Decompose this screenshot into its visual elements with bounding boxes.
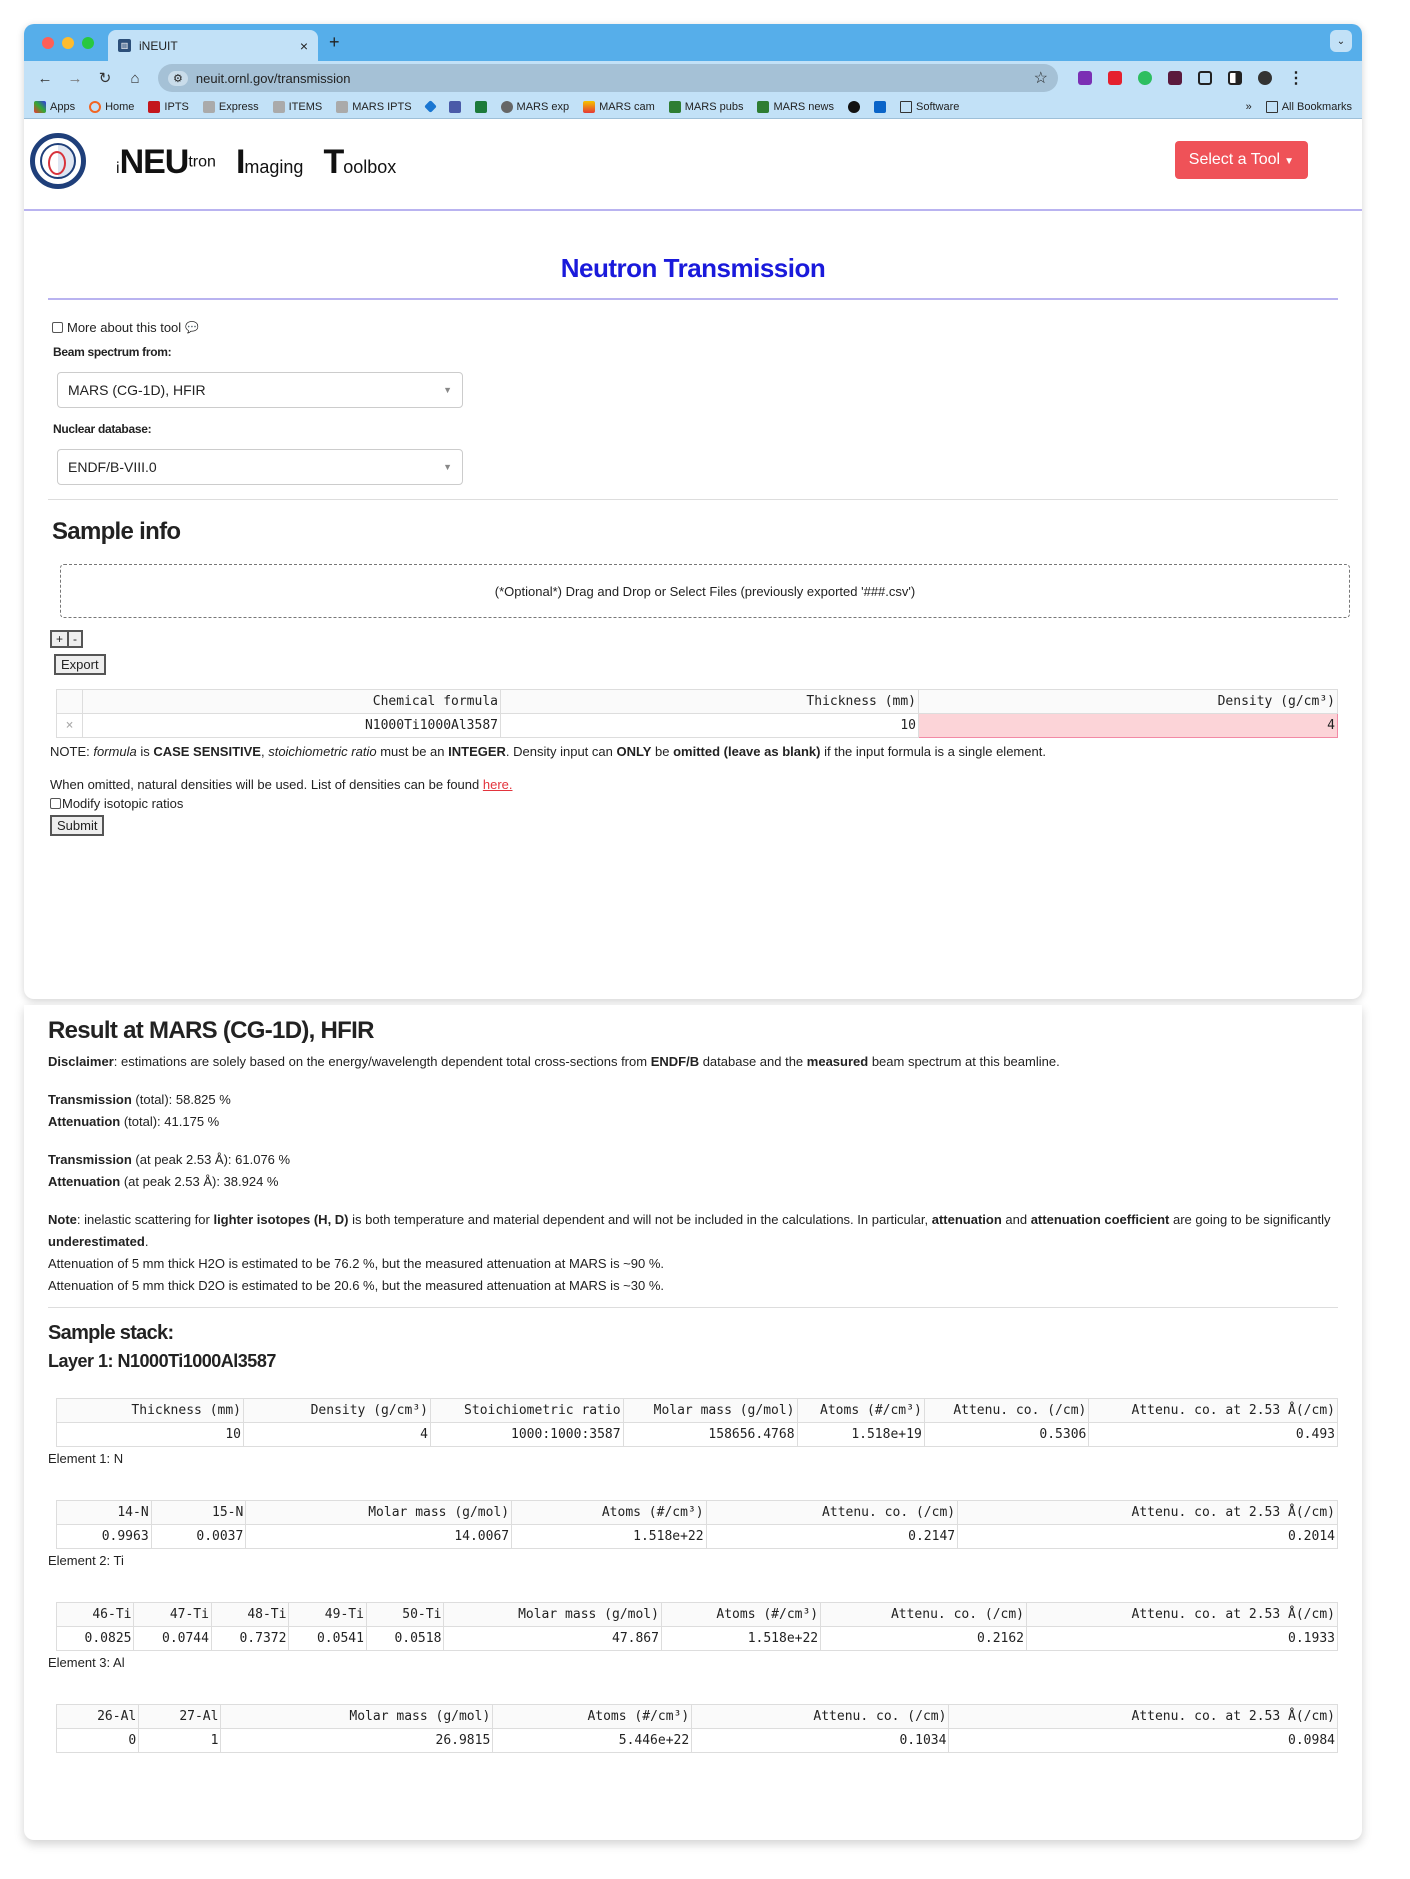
table-header-row (57, 1705, 1338, 1729)
table-cell: 0.0037 (151, 1525, 246, 1549)
metric-value: (total): 41.175 % (120, 1114, 220, 1129)
tab-close-icon[interactable]: × (299, 37, 308, 54)
element-tables (48, 1451, 1338, 1753)
more-bookmarks-button[interactable]: » (1245, 100, 1252, 113)
column-header: Molar mass (g/mol) (221, 1705, 493, 1729)
items-bookmark-icon (273, 101, 285, 113)
column-header: Attenu. co. at 2.53 Å(/cm) (1089, 1399, 1338, 1423)
caret-down-icon: ▼ (1284, 156, 1294, 167)
beam-spectrum-label: Beam spectrum from: (53, 345, 172, 359)
table-row (57, 1423, 1338, 1447)
more-about-label: More about this tool (67, 320, 182, 335)
sample-info-heading: Sample info (52, 518, 181, 545)
github-icon (848, 101, 860, 113)
note-text: omitted (leave as blank) (673, 744, 821, 759)
on-bookmark-icon (475, 101, 487, 113)
maximize-window-button[interactable] (82, 37, 94, 49)
inelastic-note (48, 1209, 1338, 1253)
column-header: 50-Ti (366, 1603, 443, 1627)
column-header: 46-Ti (57, 1603, 134, 1627)
note-part: attenuation (931, 1212, 1002, 1227)
note-text: INTEGER (448, 744, 506, 759)
column-header: 47-Ti (134, 1603, 211, 1627)
window-controls (42, 37, 94, 49)
table-cell: 0.2147 (706, 1525, 958, 1549)
column-header: Molar mass (g/mol) (246, 1501, 512, 1525)
extensions-puzzle-icon[interactable] (1198, 71, 1212, 85)
note-text: must be an (376, 744, 449, 759)
table-cell: 0.2014 (958, 1525, 1338, 1549)
bookmark-ipts[interactable] (148, 101, 188, 113)
layer-heading: Layer 1: N1000Ti1000Al3587 (48, 1351, 276, 1371)
bookmark-github[interactable] (848, 101, 860, 113)
table-cell: 0.2162 (821, 1627, 1027, 1651)
apps-grid-icon (34, 101, 46, 113)
address-bar[interactable] (158, 64, 1058, 92)
folder-icon (900, 101, 912, 113)
forward-icon[interactable]: → (67, 69, 83, 87)
browser-window (24, 24, 1362, 999)
disclaimer-part: beam spectrum at this beamline. (868, 1054, 1060, 1069)
home-icon[interactable]: ⌂ (130, 69, 140, 87)
density-note (50, 777, 1338, 792)
bookmark-label: MARS exp (516, 100, 570, 113)
bookmark-label: MARS news (773, 100, 834, 113)
column-header: Attenu. co. (/cm) (692, 1705, 949, 1729)
bookmarks-bar (24, 95, 1362, 119)
column-header: 14-N (57, 1501, 152, 1525)
mars-cam-bookmark-icon (583, 101, 595, 113)
table-cell: 1.518e+22 (661, 1627, 820, 1651)
note-part: underestimated (48, 1234, 145, 1249)
note-text: is (136, 744, 154, 759)
bookmark-express[interactable] (203, 101, 259, 113)
table-cell: 10 (57, 1423, 244, 1447)
note-text: ONLY (616, 744, 652, 759)
disclaimer-part: Disclaimer (48, 1054, 114, 1069)
ipts-bookmark-icon (148, 101, 160, 113)
bookmark-el[interactable] (449, 101, 461, 113)
column-header: Attenu. co. (/cm) (924, 1399, 1089, 1423)
site-brand[interactable] (116, 143, 396, 182)
bookmark-label: Apps (50, 100, 76, 113)
column-header: Attenu. co. at 2.53 Å(/cm) (949, 1705, 1338, 1729)
beam-spectrum-select[interactable] (57, 372, 463, 408)
column-header: 15-N (151, 1501, 246, 1525)
close-window-button[interactable] (42, 37, 54, 49)
tab-search-chevron-icon[interactable]: ⌄ (1330, 30, 1352, 52)
brand-maging: maging (244, 157, 304, 177)
more-about-checkbox[interactable] (52, 322, 63, 333)
layer-table (56, 1398, 1338, 1447)
page-title: Neutron Transmission (560, 253, 826, 283)
profile-avatar[interactable] (1258, 71, 1272, 85)
column-header: Molar mass (g/mol) (444, 1603, 662, 1627)
formula-note (50, 744, 1338, 759)
element-table (56, 1602, 1338, 1651)
select-tool-dropdown[interactable] (1175, 141, 1308, 179)
sample-table (56, 689, 1338, 738)
column-header: Atoms (#/cm³) (797, 1399, 924, 1423)
table-cell: 158656.4768 (623, 1423, 797, 1447)
table-cell: 1.518e+19 (797, 1423, 924, 1447)
column-header[interactable]: Chemical formula (83, 690, 501, 714)
file-dropzone[interactable] (60, 564, 1350, 618)
element-label: Element 3: Al (48, 1655, 125, 1670)
column-header[interactable]: Density (g/cm³) (919, 690, 1338, 714)
column-header: Atoms (#/cm³) (493, 1705, 692, 1729)
disclaimer-part: database and the (699, 1054, 807, 1069)
table-row (57, 1627, 1338, 1651)
column-header: Thickness (mm) (57, 1399, 244, 1423)
mars-pubs-bookmark-icon (669, 101, 681, 113)
density-cell[interactable]: 4 (919, 714, 1338, 738)
note-text: formula (93, 744, 137, 759)
tab-bar (24, 24, 1362, 61)
modify-isotopic-checkbox[interactable] (50, 798, 61, 809)
row-controls (50, 630, 1338, 648)
note-text: NOTE: (50, 744, 94, 759)
select-tool-label: Select a Tool (1188, 151, 1281, 168)
note-text: CASE SENSITIVE (153, 744, 261, 759)
bookmark-label: MARS cam (599, 100, 655, 113)
all-bookmarks-button[interactable] (1266, 101, 1352, 113)
table-cell: 0.7372 (211, 1627, 288, 1651)
column-header: Attenu. co. at 2.53 Å(/cm) (1027, 1603, 1338, 1627)
nuclear-database-select[interactable] (57, 449, 463, 485)
table-cell: 0.1933 (1027, 1627, 1338, 1651)
table-cell: 1.518e+22 (512, 1525, 706, 1549)
bookmark-mars-ipts[interactable] (336, 101, 411, 113)
speech-bubble-icon: 💬 (185, 322, 199, 334)
note-part: lighter isotopes (H, D) (213, 1212, 349, 1227)
column-header[interactable]: Thickness (mm) (501, 690, 919, 714)
bookmark-software[interactable] (900, 101, 959, 113)
brand-oolbox: oolbox (343, 157, 397, 177)
bookmark-star-icon[interactable]: ☆ (1033, 70, 1048, 87)
bookmark-label: ITEMS (288, 100, 323, 113)
table-header-row (57, 690, 1338, 714)
note-part: Note (48, 1212, 77, 1227)
nuclear-database-value: ENDF/B-VIII.0 (68, 459, 157, 475)
note-text: if the input formula is a single element. (820, 744, 1046, 759)
column-header: Attenu. co. (/cm) (706, 1501, 958, 1525)
table-cell: 0.5306 (924, 1423, 1089, 1447)
table-header-row (57, 1603, 1338, 1627)
metric-label: Transmission (48, 1092, 132, 1107)
note-part: is both temperature and material dependent and will not be included in the calculations. In particular, (348, 1212, 932, 1227)
bookmark-diamond[interactable] (426, 102, 435, 111)
site-favicon-icon: ▥ (118, 39, 131, 52)
diamond-bookmark-icon (424, 100, 437, 113)
bookmark-mars-exp[interactable] (501, 101, 570, 113)
column-header: Attenu. co. at 2.53 Å(/cm) (958, 1501, 1338, 1525)
table-cell: 1000:1000:3587 (431, 1423, 624, 1447)
evernote-extension-icon[interactable] (1138, 71, 1152, 85)
sample-stack-heading: Sample stack: (48, 1322, 174, 1344)
table-cell: 47.867 (444, 1627, 662, 1651)
table-row (57, 1525, 1338, 1549)
element-label: Element 2: Ti (48, 1553, 124, 1568)
onenote-extension-icon[interactable] (1078, 71, 1092, 85)
url-text: neuit.ornl.gov/transmission (195, 70, 351, 86)
bookmark-mars-pubs[interactable] (669, 101, 744, 113)
dropdown-arrow-icon: ▼ (443, 385, 452, 395)
brand-I: I (235, 143, 245, 181)
attenuation-peak (48, 1171, 1338, 1193)
new-tab-button[interactable]: + (329, 32, 340, 52)
results-divider (48, 1307, 1338, 1308)
bookmark-mars-news[interactable] (757, 101, 834, 113)
browser-menu-icon[interactable]: ⋮ (1288, 70, 1304, 87)
note-part: and (1001, 1212, 1031, 1227)
delete-column-header (57, 690, 83, 714)
disclaimer-part: : estimations are solely based on the energy/wavelength dependent total cross-sections from (113, 1054, 651, 1069)
add-row-button[interactable]: + (50, 630, 69, 648)
note-part: : inelastic scattering for (76, 1212, 214, 1227)
column-header: Stoichiometric ratio (431, 1399, 624, 1423)
note-part: are going to be significantly (1169, 1212, 1331, 1227)
tab-title: iNEUIT (139, 38, 178, 53)
minimize-window-button[interactable] (62, 37, 74, 49)
bookmark-label: Home (105, 100, 135, 113)
density-note-text: When omitted, natural densities will be used. List of densities can be found (50, 777, 483, 792)
mendeley-extension-icon[interactable] (1108, 71, 1122, 85)
more-about-toggle[interactable] (52, 320, 1338, 335)
disclaimer-text (48, 1051, 1338, 1073)
side-panel-icon[interactable] (1228, 71, 1242, 85)
beam-spectrum-value: MARS (CG-1D), HFIR (68, 382, 206, 398)
element-table (56, 1704, 1338, 1753)
table-cell: 0.0518 (366, 1627, 443, 1651)
table-cell: 0 (57, 1729, 139, 1753)
metric-value: (at peak 2.53 Å): 38.924 % (120, 1174, 279, 1189)
metric-label: Attenuation (48, 1174, 121, 1189)
note-text: be (651, 744, 674, 759)
metric-value: (total): 58.825 % (131, 1092, 231, 1107)
table-cell: 0.0744 (134, 1627, 211, 1651)
express-bookmark-icon (203, 101, 215, 113)
bookmark-label: Express (218, 100, 259, 113)
element-label: Element 1: N (48, 1451, 124, 1466)
brand-i: i (116, 160, 120, 177)
table-cell: 0.9963 (57, 1525, 152, 1549)
column-header: 27-Al (139, 1705, 221, 1729)
metric-label: Attenuation (48, 1114, 121, 1129)
bookmark-label: MARS pubs (684, 100, 744, 113)
table-row (57, 1729, 1338, 1753)
disclaimer-part: measured (806, 1054, 869, 1069)
remove-row-button[interactable]: - (69, 630, 83, 648)
neutron-imaging-logo[interactable] (30, 133, 86, 189)
bookmark-label: IPTS (164, 100, 189, 113)
all-bookmarks-label: All Bookmarks (1281, 100, 1352, 113)
site-navbar (24, 119, 1362, 211)
metric-label: Transmission (48, 1152, 132, 1167)
formula-cell[interactable]: N1000Ti1000Al3587 (83, 714, 501, 738)
modify-isotopic-toggle[interactable] (50, 796, 1338, 811)
column-header: Atoms (#/cm³) (512, 1501, 706, 1525)
h2o-note: Attenuation of 5 mm thick H2O is estimated to be 76.2 %, but the measured attenuation at MARS is ~90 %. (48, 1256, 665, 1271)
bookmark-on[interactable] (475, 101, 487, 113)
thickness-cell[interactable]: 10 (501, 714, 919, 738)
column-header: Density (g/cm³) (244, 1399, 431, 1423)
title-divider (48, 298, 1338, 300)
table-cell: 0.1034 (692, 1729, 949, 1753)
disclaimer-part: ENDF/B (650, 1054, 700, 1069)
folder-icon (1266, 101, 1278, 113)
table-cell: 1 (139, 1729, 221, 1753)
export-button[interactable]: Export (54, 654, 106, 675)
mars-exp-bookmark-icon (501, 101, 513, 113)
browser-tab[interactable] (108, 30, 318, 61)
table-cell: 0.0984 (949, 1729, 1338, 1753)
table-header-row (57, 1501, 1338, 1525)
section-divider (48, 499, 1338, 500)
element-table (56, 1500, 1338, 1549)
bookmark-apps[interactable] (34, 101, 75, 113)
column-header: 26-Al (57, 1705, 139, 1729)
password-extension-icon[interactable] (1168, 71, 1182, 85)
note-part: attenuation coefficient (1030, 1212, 1170, 1227)
el-bookmark-icon (449, 101, 461, 113)
note-part: . (144, 1234, 149, 1249)
delete-row-icon[interactable]: × (57, 714, 83, 738)
table-cell: 4 (244, 1423, 431, 1447)
bookmark-label: MARS IPTS (352, 100, 412, 113)
metric-value: (at peak 2.53 Å): 61.076 % (131, 1152, 291, 1167)
note-text: stoichiometric ratio (268, 744, 377, 759)
reload-icon[interactable]: ↻ (98, 70, 112, 87)
submit-button[interactable]: Submit (50, 815, 104, 836)
bookmark-outlook[interactable] (874, 101, 886, 113)
bookmark-home[interactable] (89, 101, 134, 113)
densities-link[interactable]: here. (482, 777, 513, 792)
results-panel (24, 1005, 1362, 1840)
dropzone-text: (*Optional*) Drag and Drop or Select Files (previously exported '###.csv') (494, 583, 916, 599)
nuclear-database-label: Nuclear database: (53, 422, 152, 436)
d2o-note: Attenuation of 5 mm thick D2O is estimated to be 20.6 %, but the measured attenuation at MARS is ~30 %. (48, 1278, 665, 1293)
table-cell: 26.9815 (221, 1729, 493, 1753)
home-bookmark-icon (89, 101, 101, 113)
column-header: Atoms (#/cm³) (661, 1603, 820, 1627)
dropdown-arrow-icon: ▼ (443, 462, 452, 472)
table-cell: 0.0541 (289, 1627, 366, 1651)
main-content (24, 253, 1362, 836)
browser-toolbar (24, 61, 1362, 95)
note-text: , (260, 744, 269, 759)
site-settings-icon[interactable]: ⚙ (168, 71, 188, 86)
extensions-area (1078, 68, 1304, 88)
attenuation-total (48, 1111, 1338, 1133)
results-heading: Result at MARS (CG-1D), HFIR (48, 1017, 374, 1044)
bookmark-label: Software (915, 100, 960, 113)
transmission-peak (48, 1149, 1338, 1171)
note-text: . Density input can (505, 744, 617, 759)
table-cell: 0.0825 (57, 1627, 134, 1651)
mars-news-bookmark-icon (757, 101, 769, 113)
column-header: Molar mass (g/mol) (623, 1399, 797, 1423)
transmission-total (48, 1089, 1338, 1111)
brand-neu: NEU (119, 143, 189, 181)
table-cell: 5.446e+22 (493, 1729, 692, 1753)
modify-isotopic-label: Modify isotopic ratios (62, 796, 184, 811)
table-cell: 14.0067 (246, 1525, 512, 1549)
table-row (57, 714, 1338, 738)
column-header: 49-Ti (289, 1603, 366, 1627)
brand-tron: tron (188, 153, 216, 171)
mars-ipts-bookmark-icon (336, 101, 348, 113)
bookmark-mars-cam[interactable] (583, 101, 655, 113)
bookmark-items[interactable] (273, 101, 323, 113)
column-header: 48-Ti (211, 1603, 288, 1627)
brand-T: T (323, 143, 344, 181)
outlook-icon (874, 101, 886, 113)
table-header-row (57, 1399, 1338, 1423)
column-header: Attenu. co. (/cm) (821, 1603, 1027, 1627)
back-icon[interactable]: ← (37, 69, 53, 87)
table-cell: 0.493 (1089, 1423, 1338, 1447)
